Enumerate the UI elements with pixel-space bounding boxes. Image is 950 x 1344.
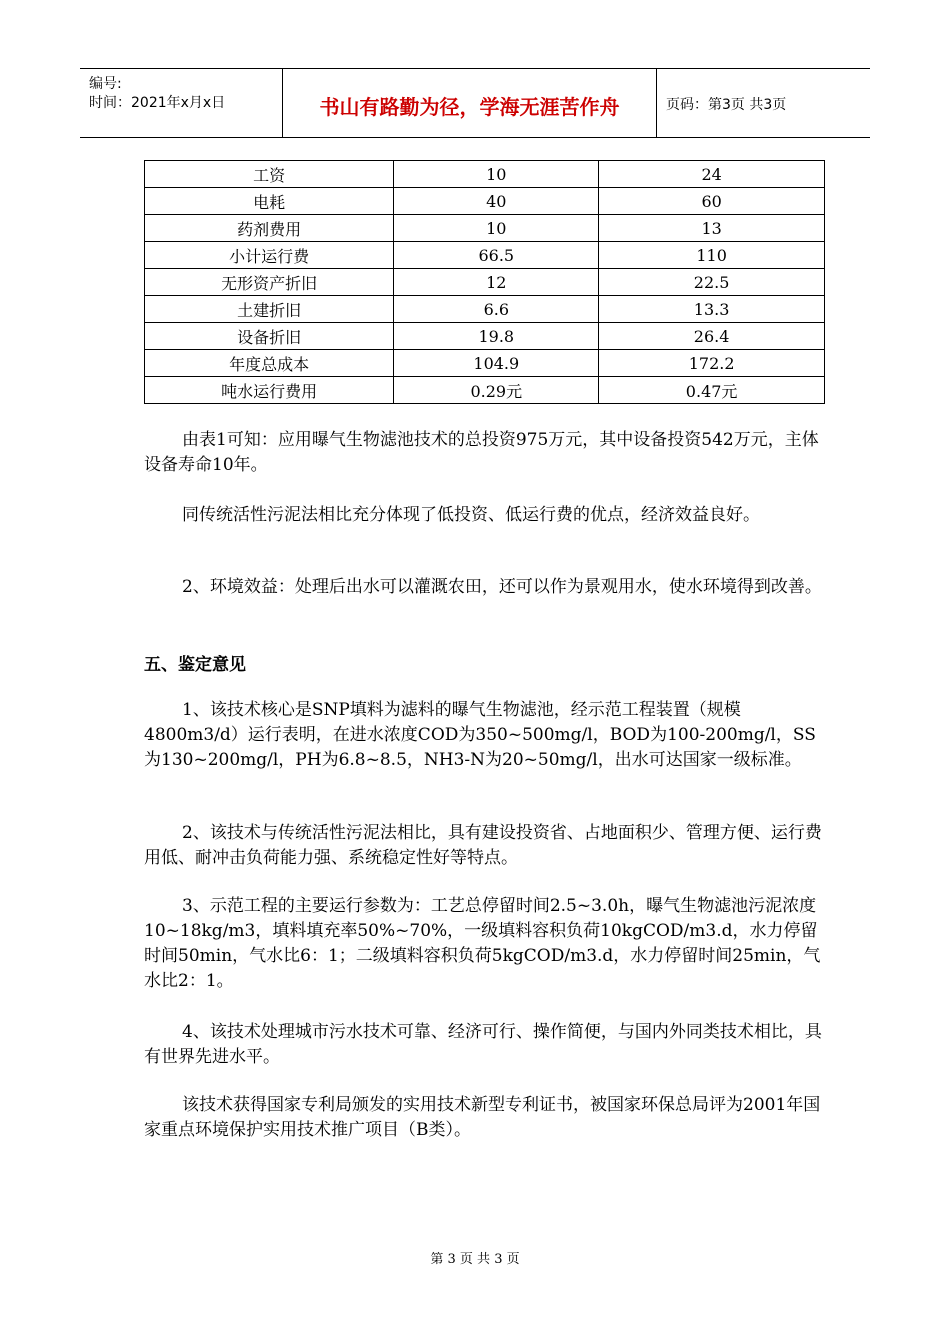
header-page-number: 页码：第3页 共3页 <box>666 97 787 113</box>
table-cell-item: 土建折旧 <box>145 296 394 323</box>
table-row <box>145 215 825 242</box>
table-row <box>145 377 825 404</box>
table-cell-value-2: 110 <box>599 242 825 269</box>
table-cell-value-1: 104.9 <box>394 350 599 377</box>
table-row <box>145 161 825 188</box>
cost-table <box>144 160 825 404</box>
paragraph-environment: 2、环境效益：处理后出水可以灌溉农田，还可以作为景观用水，使水环境得到改善。 <box>182 577 822 597</box>
section-heading: 五、鉴定意见 <box>144 655 246 675</box>
page-footer: 第 3 页 共 3 页 <box>430 1252 520 1267</box>
table-cell-value-1: 12 <box>394 269 599 296</box>
table-cell-item: 设备折旧 <box>145 323 394 350</box>
table-cell-value-2: 24 <box>599 161 825 188</box>
table-cell-value-1: 66.5 <box>394 242 599 269</box>
header-motto: 书山有路勤为径，学海无涯苦作舟 <box>319 95 620 119</box>
table-cell-value-2: 172.2 <box>599 350 825 377</box>
table-row <box>145 242 825 269</box>
document-date: 时间：2021年x月x日 <box>89 95 226 111</box>
table-cell-value-2: 0.47元 <box>599 377 825 404</box>
table-row <box>145 188 825 215</box>
table-cell-item: 药剂费用 <box>145 215 394 242</box>
paragraph-opinion-4: 4、该技术处理城市污水技术可靠、经济可行、操作简便，与国内外同类技术相比，具有世界先进水平。 <box>144 1022 822 1067</box>
table-cell-item: 年度总成本 <box>145 350 394 377</box>
table-cell-value-2: 26.4 <box>599 323 825 350</box>
table-row <box>145 296 825 323</box>
page-header <box>80 68 870 138</box>
table-cell-value-1: 10 <box>394 161 599 188</box>
paragraph-patent: 该技术获得国家专利局颁发的实用技术新型专利证书，被国家环保总局评为2001年国家重点环境保护实用技术推广项目（B类）。 <box>144 1095 821 1140</box>
table-cell-value-2: 60 <box>599 188 825 215</box>
table-cell-value-2: 13.3 <box>599 296 825 323</box>
paragraph-comparison: 同传统活性污泥法相比充分体现了低投资、低运行费的优点，经济效益良好。 <box>182 505 760 525</box>
table-cell-item: 工资 <box>145 161 394 188</box>
header-meta <box>80 69 283 137</box>
table-cell-value-1: 6.6 <box>394 296 599 323</box>
table-cell-value-1: 0.29元 <box>394 377 599 404</box>
table-cell-item: 小计运行费 <box>145 242 394 269</box>
table-cell-item: 电耗 <box>145 188 394 215</box>
document-number: 编号: <box>89 76 122 92</box>
paragraph-opinion-1: 1、该技术核心是SNP填料为滤料的曝气生物滤池，经示范工程装置（规模4800m3/d）运行表明，在进水浓度COD为350~500mg/l，BOD为100-200mg/l，SS为130~200mg/l，PH为6.8~8.5，NH3-N为20~50mg/l，出水可达国家一级标准。 <box>144 700 816 770</box>
paragraph-investment: 由表1可知：应用曝气生物滤池技术的总投资975万元，其中设备投资542万元，主体设备寿命10年。 <box>144 430 819 475</box>
header-motto-cell <box>283 69 657 137</box>
table-row <box>145 269 825 296</box>
paragraph-opinion-2: 2、该技术与传统活性污泥法相比，具有建设投资省、占地面积少、管理方便、运行费用低、耐冲击负荷能力强、系统稳定性好等特点。 <box>144 823 822 868</box>
table-cell-value-1: 40 <box>394 188 599 215</box>
table-cell-value-2: 13 <box>599 215 825 242</box>
table-row <box>145 323 825 350</box>
header-page-cell <box>657 69 870 137</box>
table-row <box>145 350 825 377</box>
table-cell-value-2: 22.5 <box>599 269 825 296</box>
table-cell-value-1: 19.8 <box>394 323 599 350</box>
table-cell-item: 吨水运行费用 <box>145 377 394 404</box>
paragraph-opinion-3: 3、示范工程的主要运行参数为：工艺总停留时间2.5~3.0h，曝气生物滤池污泥浓度10~18kg/m3，填料填充率50%~70%，一级填料容积负荷10kgCOD/m3.d，水力停留时间50min，气水比6：1；二级填料容积负荷5kgCOD/m3.d，水力停留时间25min，气水比2：1。 <box>144 896 821 991</box>
table-cell-value-1: 10 <box>394 215 599 242</box>
table-cell-item: 无形资产折旧 <box>145 269 394 296</box>
